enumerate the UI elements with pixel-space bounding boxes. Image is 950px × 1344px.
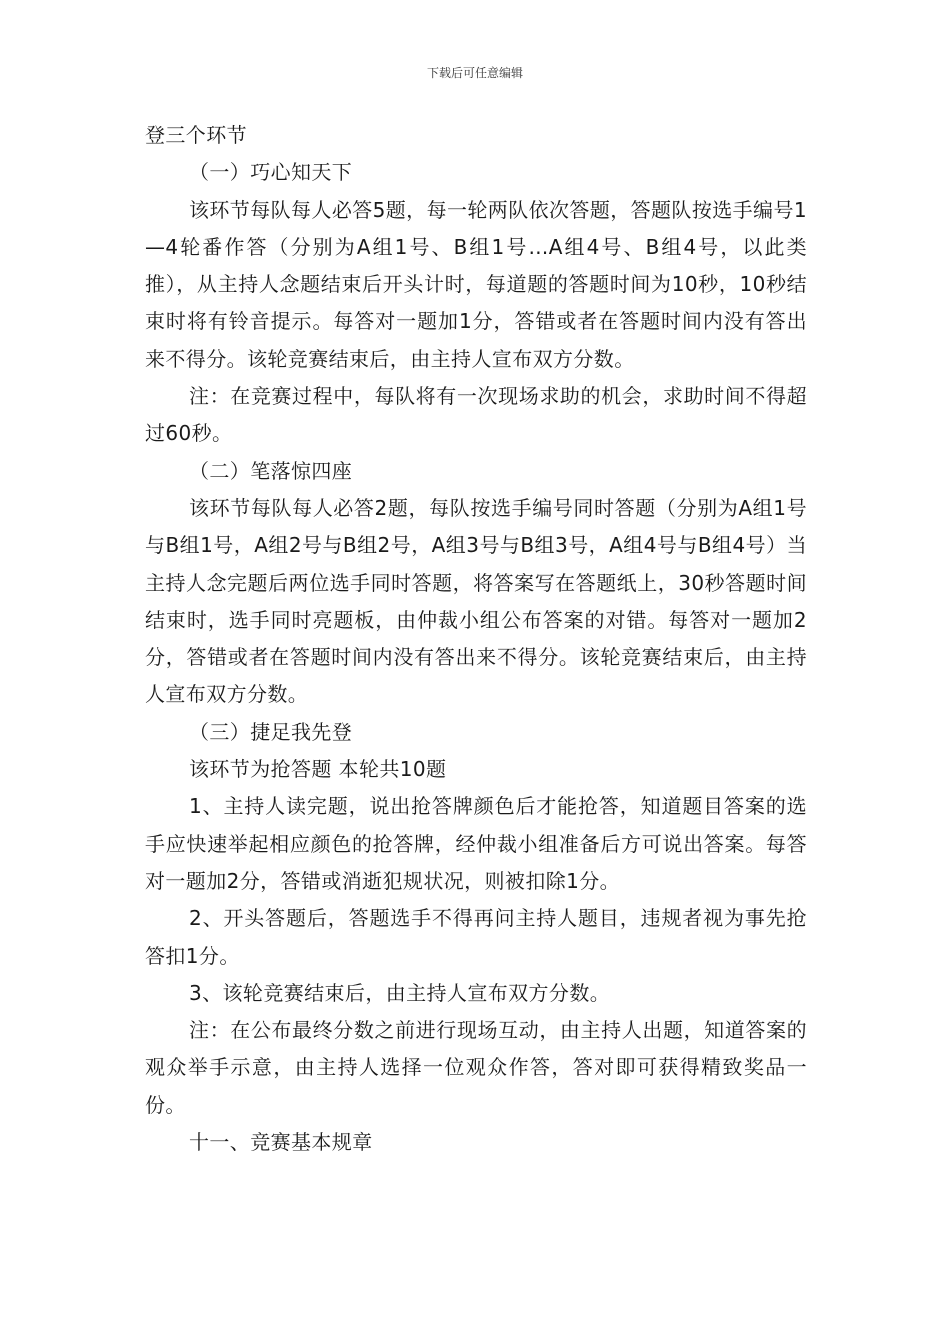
section-heading-3: （三）捷足我先登 [189, 719, 353, 744]
paragraph-section-3-rule-2: 2、开头答题后，答题选手不得再问主持人题目，违规者视为事先抢答扣1分。 [145, 906, 807, 968]
paragraph-section-1-note: 注：在竞赛过程中，每队将有一次现场求助的机会，求助时间不得超过60秒。 [145, 384, 807, 446]
section-heading-2: （二）笔落惊四座 [189, 458, 353, 483]
document-body [145, 117, 807, 1161]
paragraph-section-3-intro: 该环节为抢答题 本轮共10题 [189, 757, 447, 782]
paragraph-continuation: 登三个环节 [145, 123, 247, 147]
paragraph-section-3-rule-3: 3、该轮竞赛结束后，由主持人宣布双方分数。 [189, 980, 611, 1005]
paragraph-section-3-rule-1: 1、主持人读完题，说出抢答牌颜色后才能抢答，知道题目答案的选手应快速举起相应颜色的抢答牌，经仲裁小组准备后方可说出答案。每答对一题加2分，答错或消逝犯规状况，则被扣除1分。 [145, 794, 807, 893]
paragraph-section-2-rules: 该环节每队每人必答2题，每队按选手编号同时答题（分别为A组1号与B组1号，A组2号与B组2号，A组3号与B组3号，A组4号与B组4号）当主持人念完题后两位选手同时答题，将答案写在答题纸上，30秒答题时间结束时，选手同时亮题板，由仲裁小组公布答案的对错。每答对一题加2分，答错或者在答题时间内没有答出来不得分。该轮竞赛结束后，由主持人宣布双方分数。 [145, 495, 807, 707]
page-header: 下载后可任意编辑 [426, 66, 523, 80]
chapter-heading-11: 十一、竞赛基本规章 [189, 1130, 373, 1155]
section-heading-1: （一）巧心知天下 [189, 160, 353, 185]
paragraph-section-1-rules: 该环节每队每人必答5题，每一轮两队依次答题，答题队按选手编号1—4轮番作答（分别为A组1号、B组1号…A组4号、B组4号，以此类推），从主持人念题结束后开头计时，每道题的答题时间为10秒，10秒结束时将有铃音提示。每答对一题加1分，答错或者在答题时间内没有答出来不得分。该轮竞赛结束后，由主持人宣布双方分数。 [145, 197, 807, 371]
paragraph-section-3-note: 注：在公布最终分数之前进行现场互动，由主持人出题，知道答案的观众举手示意，由主持人选择一位观众作答，答对即可获得精致奖品一份。 [145, 1018, 807, 1117]
